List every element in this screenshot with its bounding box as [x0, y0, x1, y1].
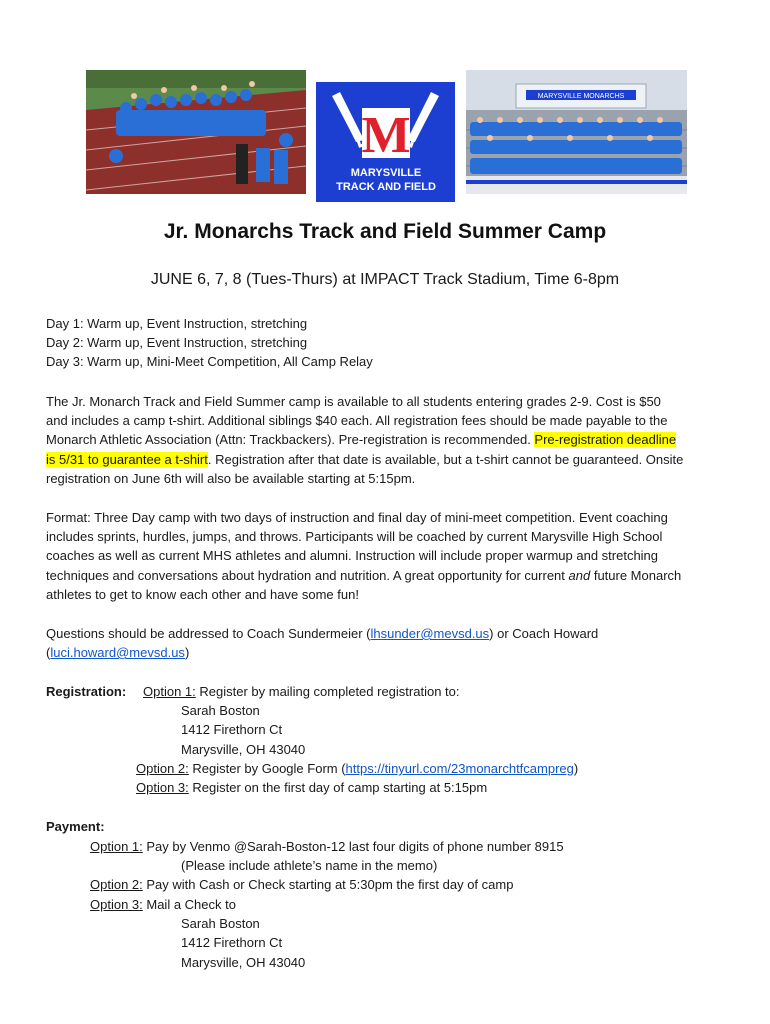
- questions-text: ) or Coach Howard: [489, 626, 599, 641]
- logo-text-line1: MARYSVILLE: [350, 167, 422, 179]
- questions-text: (: [46, 645, 51, 660]
- option-label: Option 3:: [90, 897, 143, 912]
- option-text: ): [573, 761, 579, 776]
- logo-text-line2: TRACK AND FIELD: [336, 181, 436, 193]
- google-form-link[interactable]: https://tinyurl.com/23monarchtfcampreg: [345, 761, 574, 776]
- address-name: Sarah Boston: [181, 703, 260, 718]
- camp-info-line: [46, 450, 683, 470]
- option-label: Option 2:: [136, 761, 189, 776]
- address-street: 1412 Firethorn Ct: [181, 722, 283, 737]
- svg-text:M: M: [361, 107, 411, 164]
- right-photo-sign: MARYSVILLE MONARCHS: [537, 93, 625, 100]
- camp-info-line: registration on June 6th will also be available starting at 5:15pm.: [46, 471, 416, 486]
- camp-info-text: . Registration after that date is available, but a t-shirt cannot be guaranteed. Onsite: [207, 452, 684, 467]
- questions-line: [46, 643, 189, 663]
- format-line: includes sprints, hurdles, jumps, and throws. Participants will be coached by current Marysville High School: [46, 529, 663, 544]
- registration-option-2: [136, 759, 578, 779]
- questions-line: [46, 624, 598, 644]
- marysville-track-logo: [316, 82, 455, 202]
- venmo-note: (Please include athlete’s name in the memo): [181, 858, 438, 873]
- page-title: Jr. Monarchs Track and Field Summer Camp: [163, 220, 607, 243]
- format-text: future Monarch: [590, 568, 682, 583]
- option-label: Option 3:: [136, 780, 189, 795]
- deadline-highlight: is 5/31 to guarantee a t-shirt: [46, 452, 208, 467]
- day-3: Day 3: Warm up, Mini-Meet Competition, All Camp Relay: [46, 354, 373, 369]
- team-photo-left: [86, 70, 306, 194]
- option-text: Register by mailing completed registration to:: [195, 684, 460, 699]
- address-street: 1412 Firethorn Ct: [181, 935, 283, 950]
- email-link-howard[interactable]: luci.howard@mevsd.us: [50, 645, 185, 660]
- email-link-sundermeier[interactable]: lhsunder@mevsd.us: [370, 626, 490, 641]
- address-city: Marysville, OH 43040: [181, 742, 306, 757]
- payment-heading: Payment:: [46, 819, 105, 834]
- payment-option-3: [90, 895, 236, 915]
- option-label: Option 2:: [90, 877, 143, 892]
- option-text: Register on the first day of camp starting at 5:15pm: [188, 780, 488, 795]
- camp-info-line: [46, 430, 676, 450]
- address-city: Marysville, OH 43040: [181, 955, 306, 970]
- event-dates: JUNE 6, 7, 8 (Tues-Thurs) at IMPACT Track Stadium, Time 6-8pm: [150, 271, 620, 288]
- format-line: coaches as well as current MHS athletes and alumni. Instruction will include proper warmup and stretching: [46, 548, 659, 563]
- format-line: [46, 566, 681, 586]
- deadline-highlight: Pre-registration deadline: [534, 432, 677, 447]
- format-text: techniques and conversations about hydration and nutrition. A great opportunity for current: [46, 568, 569, 583]
- option-text: Pay with Cash or Check starting at 5:30pm the first day of camp: [142, 877, 514, 892]
- option-text: Mail a Check to: [142, 897, 236, 912]
- questions-text: ): [184, 645, 190, 660]
- option-text: Pay by Venmo @Sarah-Boston-12 last four digits of phone number 8915: [142, 839, 564, 854]
- questions-text: Questions should be addressed to Coach Sundermeier (: [46, 626, 371, 641]
- registration-option-1: [143, 682, 460, 702]
- camp-info-text: Monarch Athletic Association (Attn: Trackbackers). Pre-registration is recommended.: [46, 432, 535, 447]
- payment-option-2: [90, 875, 513, 895]
- team-photo-right: [466, 70, 687, 194]
- camp-info-line: and includes a camp t-shirt. Additional siblings $40 each. All registration fees should be made payable to the: [46, 413, 668, 428]
- day-1: Day 1: Warm up, Event Instruction, stretching: [46, 316, 308, 331]
- registration-heading: Registration:: [46, 684, 127, 699]
- payment-option-1: [90, 837, 564, 857]
- format-line: Format: Three Day camp with two days of instruction and final day of mini-meet competition. Event coaching: [46, 510, 668, 525]
- address-name: Sarah Boston: [181, 916, 260, 931]
- day-2: Day 2: Warm up, Event Instruction, stretching: [46, 335, 308, 350]
- format-line: athletes to get to know each other and have some fun!: [46, 587, 359, 602]
- option-label: Option 1:: [143, 684, 196, 699]
- option-label: Option 1:: [90, 839, 143, 854]
- registration-option-3: [136, 778, 487, 798]
- option-text: Register by Google Form (: [188, 761, 346, 776]
- format-italic: and: [568, 568, 591, 583]
- camp-info-line: The Jr. Monarch Track and Field Summer camp is available to all students entering grades 2-9. Cost is $50: [46, 394, 661, 409]
